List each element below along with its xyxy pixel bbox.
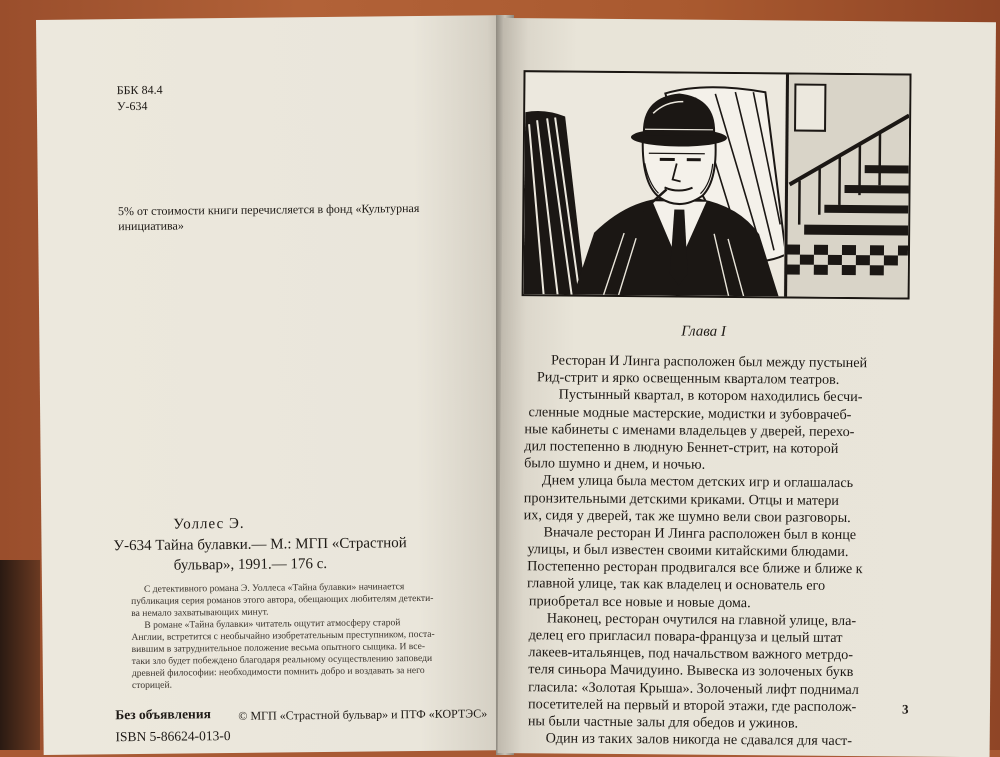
body-line: Вначале ресторан И Линга расположен был в конце [543,524,857,543]
body-line: сленные модные мастерские, модистки и зубоврачеб- [528,403,852,423]
body-line: Днем улица была местом детских игр и оглашалась [541,472,854,492]
body-line: делец его пригласил повара-француза и целый штат [528,627,843,646]
donation-note-line: 5% от стоимости книги перечисляется в фонд «Культурная [117,200,420,219]
page-number: 3 [901,701,909,717]
body-line: их, сидя у дверей, так же шумно вели свои разговоры. [523,506,851,526]
annotation-line: сторицей. [131,679,173,692]
body-line: лакеев-итальянцев, под начальством важного метрдо- [528,644,854,664]
annotation-line: Англии, встретится с необычайно изобретательным преступником, поста- [131,628,435,644]
body-line: было шумно и днем, и ночью. [524,455,706,473]
bibliographic-line: бульвар», 1991.— 176 с. [173,555,328,574]
body-line: дил постепенно в людную Беннет-стрит, на которой [524,438,839,457]
body-line: приобретал все новые и новые дома. [528,592,751,611]
desk-edge [0,560,40,750]
body-line: Рид-стрит и ярко освещенным кварталом театров. [536,369,840,389]
no-ads-note: Без объявления [115,706,211,723]
body-line: посетителей на первый и второй этажи, где располож- [527,695,857,715]
annotation-line: древней философии: необходимости помнить добро и воздавать за него [131,664,425,680]
right-page [498,18,996,757]
body-line: гласила: «Золотая Крыша». Золоченый лифт поднимал [528,678,859,698]
man-in-bowler-hat-engraving [524,72,910,297]
annotation-line: таки зло будет побеждено благодаря реальному осуществлению заповеди [131,652,433,668]
udk-code: У-634 [116,98,148,114]
body-line: Постепенно ресторан продвигался все ближе и ближе к [527,558,863,578]
isbn-line: ISBN 5-86624-013-0 [115,728,231,745]
bibliographic-line: У-634 Тайна булавки.— М.: МГП «Страстной [113,535,407,555]
annotation-line: публикация серия романов этого автора, обещающих любителям детекти- [131,592,434,608]
body-line: Наконец, ресторан очутился на главной улице, вла- [546,610,857,629]
body-line: главной улице, так как владелец и основатель его [526,575,826,595]
body-line: ные кабинеты с именами владельцев у дверей, перехо- [524,420,855,440]
body-line: теля синьора Мачидуино. Вывеска из золоченых букв [528,661,854,681]
chapter-illustration [522,70,912,299]
body-line: Ресторан И Линга расположен был между пустыней [550,352,868,372]
annotation-line: ва немало захватывающих минут. [131,606,269,620]
copyright-line: © МГП «Страстной бульвар» и ПТФ «КОРТЭС» [238,706,488,723]
body-line: ны были частные залы для обедов и ужинов. [527,713,799,732]
chapter-heading: Глава I [681,323,726,340]
body-line: Один из таких залов никогда не сдавался для част- [545,730,853,750]
annotation-line: вившим в затруднительное положение весьма опытного сыщика. И все- [131,640,426,656]
left-page [36,15,514,755]
bbk-code: ББК 84.4 [116,82,163,98]
annotation-line: В романе «Тайна булавки» читатель ощутит атмосферу старой [144,617,401,631]
body-line: улицы, и был известен своими китайскими блюдами. [527,541,849,561]
body-line: пронзительными детскими криками. Отцы и матери [523,489,839,509]
annotation-line: С детективного романа Э. Уоллеса «Тайна булавки» начинается [143,581,405,595]
donation-note-line: инициатива» [118,218,184,234]
body-line: Пустынный квартал, в котором находились бесчи- [558,386,863,406]
author-name: Уоллес Э. [173,515,245,533]
